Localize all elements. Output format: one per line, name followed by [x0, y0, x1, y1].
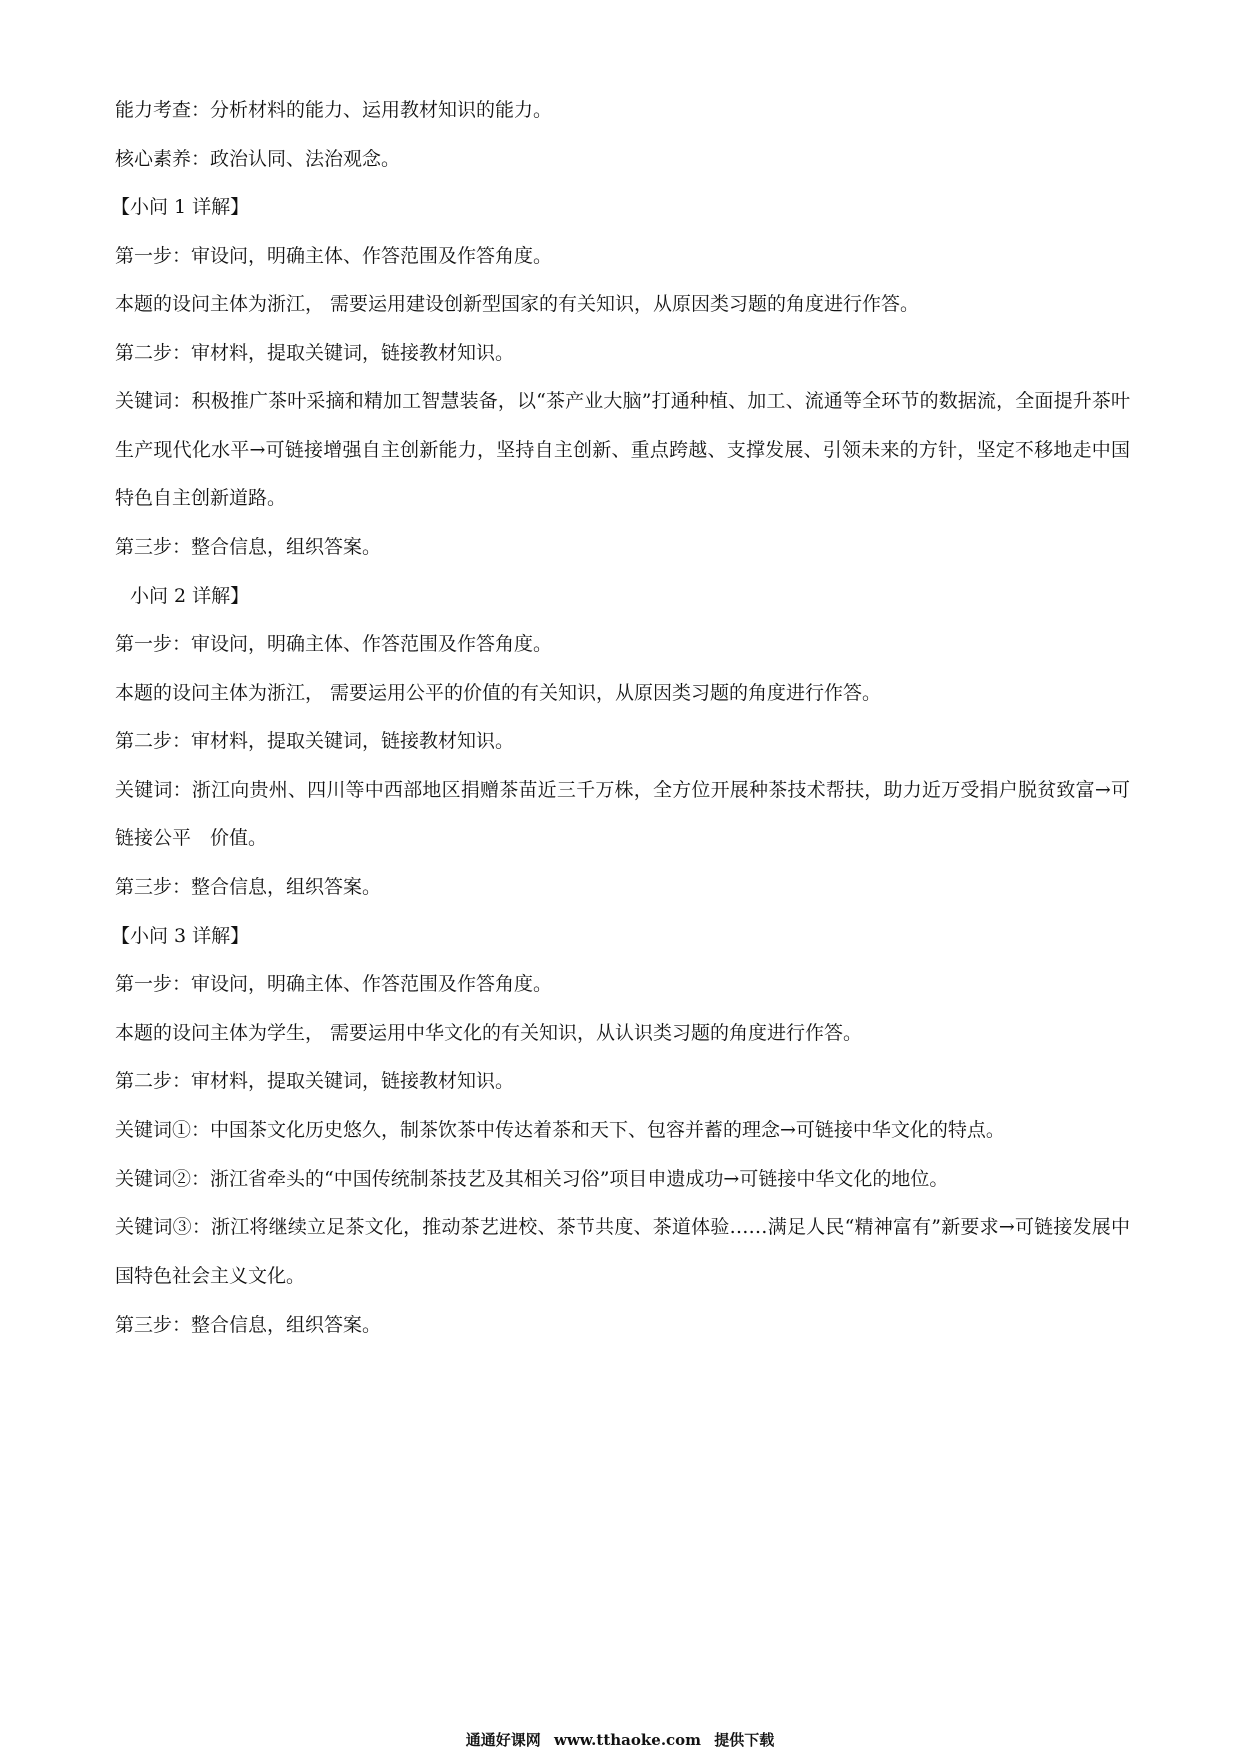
step-line: 第三步：整合信息，组织答案。 — [115, 876, 382, 898]
keyword-paragraph-2: 关键词②：浙江省牵头的“中国传统制茶技艺及其相关习俗”项目申遗成功→可链接中华文化的地位。 — [115, 1167, 949, 1190]
subject-line: 本题的设问主体为学生， 需要运用中华文化的有关知识，从认识类习题的角度进行作答。 — [115, 1021, 863, 1044]
step-line: 第一步：审设问，明确主体、作答范围及作答角度。 — [115, 973, 553, 995]
subject-line: 本题的设问主体为浙江， 需要运用建设创新型国家的有关知识，从原因类习题的角度进行作答。 — [115, 293, 920, 315]
step-line: 第二步：审材料，提取关键词，链接教材知识。 — [115, 730, 515, 752]
ability-line: 能力考查：分析材料的能力、运用教材知识的能力。 — [115, 99, 553, 121]
section-heading-1: 【小问 1 详解】 — [111, 196, 250, 218]
subject-line: 本题的设问主体为浙江， 需要运用公平的价值的有关知识，从原因类习题的角度进行作答。 — [115, 681, 882, 704]
keyword-paragraph: 关键词：积极推广茶叶采摘和精加工智慧装备，以“茶产业大脑”打通种植、加工、流通等全环节的数据流，全面提升茶叶生产现代化水平→可链接增强自主创新能力，坚持自主创新、重点跨越、支撑发展、引领未来的方针，坚定不移地走中国特色自主创新道路。 — [115, 390, 1130, 509]
section-heading-2: 小问 2 详解】 — [130, 584, 250, 607]
footer-url: www.tthaoke.com — [553, 1731, 702, 1749]
document-body — [111, 98, 1130, 1361]
keyword-paragraph: 关键词：浙江向贵州、四川等中西部地区捐赠茶苗近三千万株，全方位开展种茶技术帮扶，助力近万受捐户脱贫致富→可链接公平 价值。 — [115, 778, 1130, 849]
section-heading-3: 【小问 3 详解】 — [111, 924, 250, 947]
step-line: 第二步：审材料，提取关键词，链接教材知识。 — [115, 1070, 515, 1092]
step-line: 第三步：整合信息，组织答案。 — [115, 536, 382, 558]
step-line: 第二步：审材料，提取关键词，链接教材知识。 — [115, 341, 515, 364]
footer-site-name: 通通好课网 — [465, 1731, 541, 1749]
literacy-line: 核心素养：政治认同、法治观念。 — [115, 147, 401, 170]
page-footer — [0, 1730, 1240, 1750]
keyword-paragraph-1: 关键词①：中国茶文化历史悠久，制茶饮茶中传达着茶和天下、包容并蓄的理念→可链接中华文化的特点。 — [115, 1118, 1005, 1141]
keyword-paragraph-3: 关键词③：浙江将继续立足茶文化，推动茶艺进校、茶节共度、茶道体验……满足人民“精神富有”新要求→可链接发展中国特色社会主义文化。 — [115, 1216, 1130, 1287]
step-line: 第一步：审设问，明确主体、作答范围及作答角度。 — [115, 633, 553, 655]
step-line: 第三步：整合信息，组织答案。 — [115, 1313, 382, 1336]
step-line: 第一步：审设问，明确主体、作答范围及作答角度。 — [115, 244, 553, 267]
footer-suffix: 提供下载 — [714, 1731, 775, 1749]
